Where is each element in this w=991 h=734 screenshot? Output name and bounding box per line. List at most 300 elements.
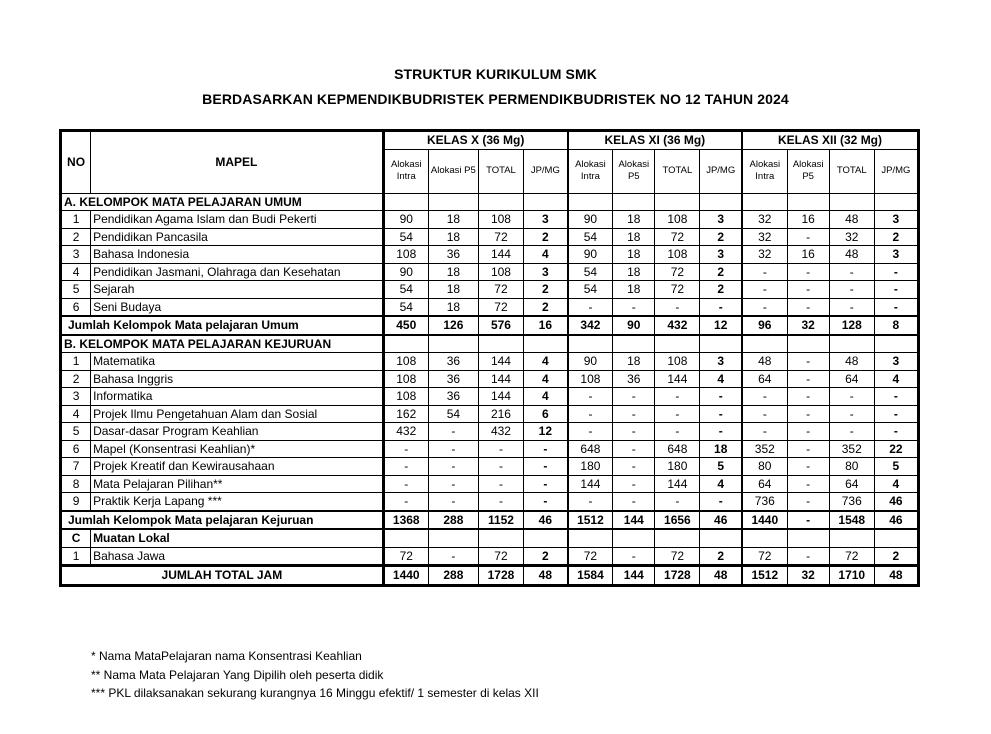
cell-xii-total: 1548	[829, 511, 874, 530]
total-x-intra: 1440	[383, 566, 428, 586]
cell-xii-p5: 16	[787, 246, 829, 264]
cell-x-jpmg: 4	[524, 353, 568, 371]
cell-xii-intra: -	[742, 405, 787, 423]
cell-empty	[655, 193, 700, 211]
cell-x-p5: -	[428, 440, 478, 458]
cell-x-total: -	[478, 493, 523, 511]
cell-x-p5: -	[428, 423, 478, 441]
cell-x-intra: 450	[383, 316, 428, 335]
cell-empty	[874, 335, 918, 353]
cell-x-intra: 108	[383, 370, 428, 388]
row-no: 6	[61, 440, 91, 458]
cell-x-total: 72	[478, 298, 523, 316]
cell-empty	[829, 335, 874, 353]
cell-xi-p5: -	[613, 475, 655, 493]
header-xi-alokasi-intra: Alokasi Intra	[568, 149, 613, 193]
cell-xi-p5: 18	[613, 211, 655, 229]
cell-xi-intra: 342	[568, 316, 613, 335]
cell-xi-p5: 36	[613, 370, 655, 388]
cell-xii-jpmg: -	[874, 405, 918, 423]
cell-xi-total: 108	[655, 353, 700, 371]
header-xi-jp-mg: JP/MG	[700, 149, 742, 193]
cell-xi-p5: -	[613, 493, 655, 511]
cell-x-jpmg: 3	[524, 211, 568, 229]
curriculum-table	[59, 129, 920, 587]
row-no: 9	[61, 493, 91, 511]
cell-xi-total: -	[655, 423, 700, 441]
cell-xii-intra: 96	[742, 316, 787, 335]
cell-xii-intra: 72	[742, 547, 787, 566]
cell-xii-intra: -	[742, 388, 787, 406]
cell-xi-total: 144	[655, 475, 700, 493]
cell-x-intra: 90	[383, 263, 428, 281]
table-row	[61, 388, 919, 406]
total-xi-p5: 144	[613, 566, 655, 586]
cell-x-total: 576	[478, 316, 523, 335]
page-title: STRUKTUR KURIKULUM SMK	[394, 66, 597, 82]
cell-xii-jpmg: 46	[874, 493, 918, 511]
cell-xi-jpmg: -	[700, 405, 742, 423]
cell-xi-p5: -	[613, 458, 655, 476]
cell-x-intra: 90	[383, 211, 428, 229]
table-row	[61, 281, 919, 299]
cell-xi-intra: 90	[568, 246, 613, 264]
cell-x-jpmg: -	[524, 458, 568, 476]
cell-xi-total: -	[655, 493, 700, 511]
total-xi-total: 1728	[655, 566, 700, 586]
cell-xi-total: -	[655, 298, 700, 316]
section-title: Muatan Lokal	[91, 529, 384, 547]
cell-empty	[700, 529, 742, 547]
cell-xi-intra: -	[568, 388, 613, 406]
cell-empty	[428, 193, 478, 211]
cell-x-jpmg: 6	[524, 405, 568, 423]
total-xii-p5: 32	[787, 566, 829, 586]
cell-xi-intra: -	[568, 493, 613, 511]
cell-x-total: 1152	[478, 511, 523, 530]
cell-x-intra: 108	[383, 388, 428, 406]
cell-xi-intra: 72	[568, 547, 613, 566]
total-x-p5: 288	[428, 566, 478, 586]
row-mapel: Projek Ilmu Pengetahuan Alam dan Sosial	[91, 405, 384, 423]
cell-xii-jpmg: -	[874, 281, 918, 299]
row-no: 8	[61, 475, 91, 493]
cell-xii-total: 48	[829, 353, 874, 371]
cell-xii-intra: 352	[742, 440, 787, 458]
cell-xi-total: 432	[655, 316, 700, 335]
row-no: 5	[61, 281, 91, 299]
cell-empty	[655, 529, 700, 547]
section-a-header	[61, 193, 919, 211]
row-no: 4	[61, 405, 91, 423]
cell-x-p5: -	[428, 458, 478, 476]
cell-xi-p5: -	[613, 298, 655, 316]
table-row	[61, 423, 919, 441]
cell-empty	[383, 193, 428, 211]
cell-xii-jpmg: -	[874, 298, 918, 316]
table-row	[61, 405, 919, 423]
cell-x-p5: 36	[428, 388, 478, 406]
cell-xi-intra: 54	[568, 281, 613, 299]
row-mapel: Praktik Kerja Lapang ***	[91, 493, 384, 511]
cell-xii-p5: -	[787, 353, 829, 371]
cell-xi-total: 108	[655, 211, 700, 229]
header-kelas-x: KELAS X (36 Mg)	[383, 131, 567, 150]
cell-xi-intra: 144	[568, 475, 613, 493]
cell-xii-intra: 736	[742, 493, 787, 511]
cell-xii-p5: -	[787, 423, 829, 441]
page-subtitle: BERDASARKAN KEPMENDIKBUDRISTEK PERMENDIKBUDRISTEK NO 12 TAHUN 2024	[202, 91, 789, 107]
cell-xii-jpmg: 4	[874, 370, 918, 388]
header-x-jp-mg: JP/MG	[524, 149, 568, 193]
cell-xii-total: 72	[829, 547, 874, 566]
total-x-jpmg: 48	[524, 566, 568, 586]
table-row	[61, 370, 919, 388]
sum-row	[61, 511, 919, 530]
row-mapel: Pendidikan Pancasila	[91, 228, 384, 246]
cell-xii-p5: -	[787, 281, 829, 299]
cell-xii-p5: 16	[787, 211, 829, 229]
cell-empty	[874, 193, 918, 211]
row-no: 3	[61, 246, 91, 264]
cell-xii-jpmg: -	[874, 263, 918, 281]
table-row	[61, 440, 919, 458]
cell-xii-p5: -	[787, 263, 829, 281]
cell-xii-total: 48	[829, 246, 874, 264]
table-row	[61, 458, 919, 476]
row-mapel: Matematika	[91, 353, 384, 371]
cell-xi-intra: -	[568, 423, 613, 441]
cell-xi-p5: -	[613, 423, 655, 441]
cell-xii-intra: -	[742, 423, 787, 441]
cell-empty	[829, 193, 874, 211]
cell-xi-intra: 54	[568, 263, 613, 281]
cell-xi-p5: 18	[613, 281, 655, 299]
cell-x-intra: 54	[383, 281, 428, 299]
cell-xi-jpmg: 5	[700, 458, 742, 476]
cell-empty	[787, 529, 829, 547]
cell-x-intra: 432	[383, 423, 428, 441]
total-xii-jpmg: 48	[874, 566, 918, 586]
cell-xi-total: 108	[655, 246, 700, 264]
cell-xii-total: -	[829, 263, 874, 281]
section-b-header	[61, 335, 919, 353]
cell-x-jpmg: 4	[524, 246, 568, 264]
cell-xi-p5: 18	[613, 353, 655, 371]
cell-xii-p5: -	[787, 228, 829, 246]
cell-x-jpmg: 3	[524, 263, 568, 281]
total-x-total: 1728	[478, 566, 523, 586]
cell-xii-total: 32	[829, 228, 874, 246]
cell-empty	[742, 529, 787, 547]
cell-xii-total: 48	[829, 211, 874, 229]
total-row	[61, 566, 919, 586]
cell-x-total: 72	[478, 281, 523, 299]
cell-xi-total: -	[655, 388, 700, 406]
cell-xii-total: 80	[829, 458, 874, 476]
cell-xii-intra: 1440	[742, 511, 787, 530]
table-row	[61, 246, 919, 264]
row-mapel: Bahasa Indonesia	[91, 246, 384, 264]
cell-x-p5: 36	[428, 370, 478, 388]
cell-xii-jpmg: -	[874, 388, 918, 406]
cell-xii-jpmg: 8	[874, 316, 918, 335]
cell-x-jpmg: 46	[524, 511, 568, 530]
cell-xi-p5: 18	[613, 263, 655, 281]
table-row	[61, 353, 919, 371]
cell-xii-p5: -	[787, 458, 829, 476]
cell-xi-intra: 648	[568, 440, 613, 458]
cell-xii-jpmg: 3	[874, 353, 918, 371]
cell-x-jpmg: 2	[524, 228, 568, 246]
cell-xii-jpmg: 46	[874, 511, 918, 530]
sum-label: Jumlah Kelompok Mata pelajaran Kejuruan	[61, 511, 384, 530]
header-xii-total: TOTAL	[829, 149, 874, 193]
cell-x-total: 144	[478, 388, 523, 406]
cell-xi-jpmg: -	[700, 423, 742, 441]
cell-xii-p5: -	[787, 388, 829, 406]
table-body	[61, 193, 919, 585]
cell-xi-jpmg: 3	[700, 246, 742, 264]
cell-x-intra: -	[383, 493, 428, 511]
cell-empty	[383, 335, 428, 353]
cell-xii-p5: -	[787, 475, 829, 493]
cell-x-intra: 54	[383, 298, 428, 316]
cell-xii-p5: -	[787, 493, 829, 511]
cell-xi-p5: 18	[613, 246, 655, 264]
header-xi-alokasi-p5: Alokasi P5	[613, 149, 655, 193]
cell-xi-jpmg: 2	[700, 263, 742, 281]
cell-x-p5: 18	[428, 263, 478, 281]
footnotes	[91, 647, 539, 703]
header-kelas-xii: KELAS XII (32 Mg)	[742, 131, 918, 150]
cell-xi-total: 72	[655, 547, 700, 566]
cell-xii-total: -	[829, 281, 874, 299]
cell-xi-jpmg: 3	[700, 211, 742, 229]
cell-xi-intra: 108	[568, 370, 613, 388]
total-label: JUMLAH TOTAL JAM	[61, 566, 384, 586]
row-mapel: Mapel (Konsentrasi Keahlian)*	[91, 440, 384, 458]
footnote-2: ** Nama Mata Pelajaran Yang Dipilih oleh peserta didik	[91, 667, 384, 682]
cell-x-total: -	[478, 440, 523, 458]
row-no: 2	[61, 228, 91, 246]
row-mapel: Mata Pelajaran Pilihan**	[91, 475, 384, 493]
row-mapel: Informatika	[91, 388, 384, 406]
row-no: 3	[61, 388, 91, 406]
cell-x-total: 72	[478, 228, 523, 246]
cell-xi-p5: 90	[613, 316, 655, 335]
cell-empty	[829, 529, 874, 547]
cell-empty	[478, 335, 523, 353]
cell-xi-total: 72	[655, 263, 700, 281]
cell-x-jpmg: -	[524, 440, 568, 458]
cell-x-jpmg: 4	[524, 370, 568, 388]
cell-x-intra: -	[383, 458, 428, 476]
header-xii-alokasi-intra: Alokasi Intra	[742, 149, 787, 193]
cell-x-jpmg: 2	[524, 281, 568, 299]
cell-xii-total: -	[829, 423, 874, 441]
cell-xi-jpmg: -	[700, 298, 742, 316]
cell-x-jpmg: 12	[524, 423, 568, 441]
cell-empty	[742, 335, 787, 353]
cell-x-total: -	[478, 458, 523, 476]
cell-empty	[568, 529, 613, 547]
section-c-letter: C	[61, 529, 91, 547]
cell-xi-total: 72	[655, 281, 700, 299]
cell-xii-total: -	[829, 388, 874, 406]
cell-empty	[700, 193, 742, 211]
cell-xi-total: 144	[655, 370, 700, 388]
section-title: A. KELOMPOK MATA PELAJARAN UMUM	[61, 193, 384, 211]
cell-x-intra: 162	[383, 405, 428, 423]
cell-xii-intra: 32	[742, 246, 787, 264]
row-mapel: Sejarah	[91, 281, 384, 299]
cell-empty	[742, 193, 787, 211]
cell-xi-intra: -	[568, 405, 613, 423]
header-row-kelas	[61, 131, 919, 150]
cell-empty	[524, 335, 568, 353]
cell-empty	[655, 335, 700, 353]
row-no: 1	[61, 353, 91, 371]
cell-x-p5: -	[428, 475, 478, 493]
cell-empty	[428, 529, 478, 547]
cell-empty	[428, 335, 478, 353]
cell-empty	[478, 193, 523, 211]
cell-empty	[568, 335, 613, 353]
cell-x-jpmg: 2	[524, 547, 568, 566]
cell-xii-jpmg: 22	[874, 440, 918, 458]
row-mapel: Bahasa Inggris	[91, 370, 384, 388]
cell-xii-total: 128	[829, 316, 874, 335]
cell-xi-total: 648	[655, 440, 700, 458]
cell-x-p5: -	[428, 547, 478, 566]
cell-xii-total: 352	[829, 440, 874, 458]
total-xii-intra: 1512	[742, 566, 787, 586]
cell-x-p5: -	[428, 493, 478, 511]
cell-xi-jpmg: 12	[700, 316, 742, 335]
footnote-1: * Nama MataPelajaran nama Konsentrasi Keahlian	[91, 649, 362, 663]
header-xii-jp-mg: JP/MG	[874, 149, 918, 193]
cell-xi-total: 72	[655, 228, 700, 246]
cell-x-p5: 288	[428, 511, 478, 530]
cell-xi-intra: 180	[568, 458, 613, 476]
row-no: 6	[61, 298, 91, 316]
cell-xi-p5: -	[613, 440, 655, 458]
section-c-header	[61, 529, 919, 547]
cell-xi-jpmg: 3	[700, 353, 742, 371]
cell-empty	[613, 529, 655, 547]
table-row	[61, 547, 919, 566]
cell-x-total: 108	[478, 211, 523, 229]
cell-xii-p5: -	[787, 370, 829, 388]
row-no: 5	[61, 423, 91, 441]
cell-empty	[524, 529, 568, 547]
cell-empty	[568, 193, 613, 211]
cell-x-p5: 18	[428, 281, 478, 299]
cell-x-intra: 54	[383, 228, 428, 246]
cell-x-p5: 18	[428, 298, 478, 316]
cell-xi-p5: -	[613, 388, 655, 406]
header-x-total: TOTAL	[478, 149, 523, 193]
cell-xii-jpmg: 5	[874, 458, 918, 476]
cell-empty	[383, 529, 428, 547]
cell-xii-jpmg: 2	[874, 228, 918, 246]
cell-x-total: 144	[478, 370, 523, 388]
table-row	[61, 263, 919, 281]
header-x-alokasi-p5: Alokasi P5	[428, 149, 478, 193]
cell-x-jpmg: 4	[524, 388, 568, 406]
row-no: 1	[61, 547, 91, 566]
cell-xii-intra: 32	[742, 211, 787, 229]
cell-xi-intra: 90	[568, 353, 613, 371]
cell-x-intra: -	[383, 440, 428, 458]
cell-xi-jpmg: 2	[700, 228, 742, 246]
cell-x-intra: 1368	[383, 511, 428, 530]
cell-xii-p5: 32	[787, 316, 829, 335]
row-mapel: Pendidikan Jasmani, Olahraga dan Kesehatan	[91, 263, 384, 281]
cell-x-total: 144	[478, 246, 523, 264]
cell-x-intra: 108	[383, 246, 428, 264]
cell-xii-intra: 64	[742, 475, 787, 493]
cell-xii-p5: -	[787, 547, 829, 566]
cell-x-total: -	[478, 475, 523, 493]
cell-xii-intra: -	[742, 298, 787, 316]
cell-xi-p5: 18	[613, 228, 655, 246]
sum-row	[61, 316, 919, 335]
header-xi-total: TOTAL	[655, 149, 700, 193]
cell-empty	[613, 193, 655, 211]
cell-empty	[700, 335, 742, 353]
cell-xii-total: 736	[829, 493, 874, 511]
cell-x-p5: 18	[428, 228, 478, 246]
row-no: 4	[61, 263, 91, 281]
cell-xii-jpmg: 3	[874, 246, 918, 264]
cell-empty	[478, 529, 523, 547]
table-row	[61, 298, 919, 316]
cell-x-p5: 18	[428, 211, 478, 229]
cell-x-total: 72	[478, 547, 523, 566]
cell-xi-jpmg: 2	[700, 281, 742, 299]
cell-x-total: 216	[478, 405, 523, 423]
table-row	[61, 228, 919, 246]
cell-empty	[613, 335, 655, 353]
row-mapel: Pendidikan Agama Islam dan Budi Pekerti	[91, 211, 384, 229]
cell-xi-p5: -	[613, 547, 655, 566]
cell-xii-total: 64	[829, 370, 874, 388]
cell-xi-jpmg: 46	[700, 511, 742, 530]
footnote-3: *** PKL dilaksanakan sekurang kurangnya 16 Minggu efektif/ 1 semester di kelas XII	[91, 686, 539, 700]
cell-xi-jpmg: 4	[700, 475, 742, 493]
header-mapel: MAPEL	[91, 131, 384, 194]
cell-xii-intra: 32	[742, 228, 787, 246]
cell-xii-p5: -	[787, 511, 829, 530]
cell-empty	[524, 193, 568, 211]
cell-x-intra: 108	[383, 353, 428, 371]
cell-xii-intra: -	[742, 281, 787, 299]
cell-xii-jpmg: 3	[874, 211, 918, 229]
total-xi-jpmg: 48	[700, 566, 742, 586]
cell-xii-jpmg: -	[874, 423, 918, 441]
cell-xi-total: 180	[655, 458, 700, 476]
cell-xii-p5: -	[787, 440, 829, 458]
cell-x-jpmg: 16	[524, 316, 568, 335]
table-row	[61, 211, 919, 229]
cell-xii-intra: 48	[742, 353, 787, 371]
cell-x-p5: 54	[428, 405, 478, 423]
total-xi-intra: 1584	[568, 566, 613, 586]
cell-xii-total: -	[829, 405, 874, 423]
cell-xi-total: 1656	[655, 511, 700, 530]
